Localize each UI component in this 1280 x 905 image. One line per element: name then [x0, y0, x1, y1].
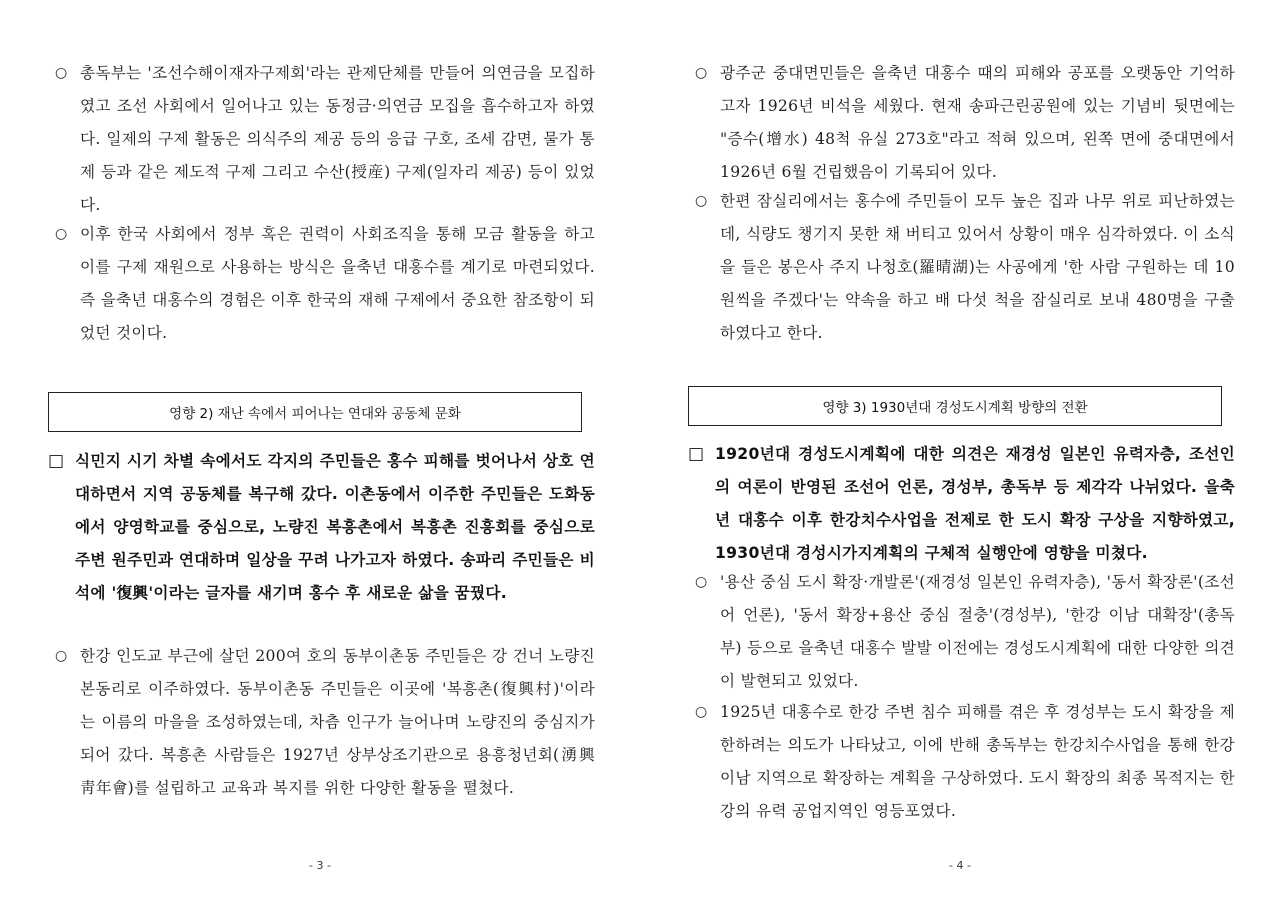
right-main-point — [688, 438, 1235, 570]
square-bullet-icon: □ — [48, 451, 65, 471]
circle-bullet-icon: ○ — [55, 226, 68, 242]
page-number-4: - 4 - — [949, 859, 971, 872]
right-sub-bullet-2-text: 1925년 대홍수로 한강 주변 침수 피해를 겪은 후 경성부는 도시 확장을 제한하려는 의도가 나타났고, 이에 반해 총독부는 한강치수사업을 통해 한강 이남 지역으로 확장하는 계획을 구상하였다. 도시 확장의 최종 목적지는 한강의 유력 공업지역인 영등포였다. — [720, 703, 1235, 820]
left-sub-bullet-1 — [55, 640, 595, 805]
left-bullet-1 — [55, 57, 595, 222]
right-bullet-2-text: 한편 잠실리에서는 홍수에 주민들이 모두 높은 집과 나무 위로 피난하였는데, 식량도 챙기지 못한 채 버티고 있어서 상황이 매우 심각하였다. 이 소식을 들은 봉은사 주지 나청호(羅晴湖)는 사공에게 '한 사람 구원하는 데 10원씩을 주겠다'는 약속을 하고 배 다섯 척을 잠실리로 보내 480명을 구출하였다고 한다. — [720, 192, 1235, 342]
left-main-point-text: 식민지 시기 차별 속에서도 각지의 주민들은 홍수 피해를 벗어나서 상호 연대하면서 지역 공동체를 복구해 갔다. 이촌동에서 이주한 주민들은 도화동에서 양영학교를 중심으로, 노량진 복흥촌에서 복흥촌 진흥회를 중심으로 주변 원주민과 연대하며 일상을 꾸려 나가고자 하였다. 송파리 주민들은 비석에 '復興'이라는 글자를 새기며 홍수 후 새로운 삶을 꿈꿨다. — [75, 452, 595, 602]
circle-bullet-icon: ○ — [55, 65, 68, 81]
right-bullet-2 — [695, 185, 1235, 350]
left-bullet-1-text: 총독부는 '조선수해이재자구제회'라는 관제단체를 만들어 의연금을 모집하였고 조선 사회에서 일어나고 있는 동정금·의연금 모집을 흡수하고자 하였다. 일제의 구제 활동은 의식주의 제공 등의 응급 구호, 조세 감면, 물가 통제 등과 같은 제도적 구제 그리고 수산(授産) 구제(일자리 제공) 등이 있었다. — [80, 64, 595, 214]
page-number-3: - 3 - — [309, 859, 331, 872]
circle-bullet-icon: ○ — [695, 704, 708, 720]
circle-bullet-icon: ○ — [695, 193, 708, 209]
right-bullet-1 — [695, 57, 1235, 189]
section-title-box-3 — [688, 386, 1222, 426]
section-title-box-2 — [48, 392, 582, 432]
right-bullet-1-text: 광주군 중대면민들은 을축년 대홍수 때의 피해와 공포를 오랫동안 기억하고자 1926년 비석을 세웠다. 현재 송파근린공원에 있는 기념비 뒷면에는 "증수(增水) 48척 유실 273호"라고 적혀 있으며, 왼쪽 면에 중대면에서 1926년 6월 건립했음이 기록되어 있다. — [720, 64, 1235, 181]
left-bullet-2-text: 이후 한국 사회에서 정부 혹은 권력이 사회조직을 통해 모금 활동을 하고 이를 구제 재원으로 사용하는 방식은 을축년 대홍수를 계기로 마련되었다. 즉 을축년 대홍수의 경험은 이후 한국의 재해 구제에서 중요한 참조항이 되었던 것이다. — [80, 225, 595, 342]
right-sub-bullet-2 — [695, 696, 1235, 828]
circle-bullet-icon: ○ — [695, 574, 708, 590]
right-page — [640, 0, 1280, 905]
circle-bullet-icon: ○ — [55, 648, 68, 664]
left-bullet-2 — [55, 218, 595, 350]
left-sub-bullet-1-text: 한강 인도교 부근에 살던 200여 호의 동부이촌동 주민들은 강 건너 노량진 본동리로 이주하였다. 동부이촌동 주민들은 이곳에 '복흥촌(復興村)'이라는 이름의 마을을 조성하였는데, 차츰 인구가 늘어나며 노량진의 중심지가 되어 갔다. 복흥촌 사람들은 1927년 상부상조기관으로 용흥청년회(湧興靑年會)를 설립하고 교육과 복지를 위한 다양한 활동을 펼쳤다. — [80, 647, 595, 797]
right-sub-bullet-1 — [695, 566, 1235, 698]
left-main-point — [48, 445, 595, 610]
section-title-3: 영향 3) 1930년대 경성도시계획 방향의 전환 — [822, 400, 1088, 416]
section-title-2: 영향 2) 재난 속에서 피어나는 연대와 공동체 문화 — [169, 406, 461, 422]
right-sub-bullet-1-text: '용산 중심 도시 확장·개발론'(재경성 일본인 유력자층), '동서 확장론'(조선어 언론), '동서 확장+용산 중심 절충'(경성부), '한강 이남 대확장'(총독부) 등으로 을축년 대홍수 발발 이전에는 경성도시계획에 대한 다양한 의견이 발현되고 있었다. — [720, 573, 1235, 690]
circle-bullet-icon: ○ — [695, 65, 708, 81]
square-bullet-icon: □ — [688, 444, 705, 464]
right-main-point-text: 1920년대 경성도시계획에 대한 의견은 재경성 일본인 유력자층, 조선인의 여론이 반영된 조선어 언론, 경성부, 총독부 등 제각각 나뉘었다. 을축년 대홍수 이후 한강치수사업을 전제로 한 도시 확장 구상을 지향하였고, 1930년대 경성시가지계획의 구체적 실행안에 영향을 미쳤다. — [715, 445, 1235, 562]
